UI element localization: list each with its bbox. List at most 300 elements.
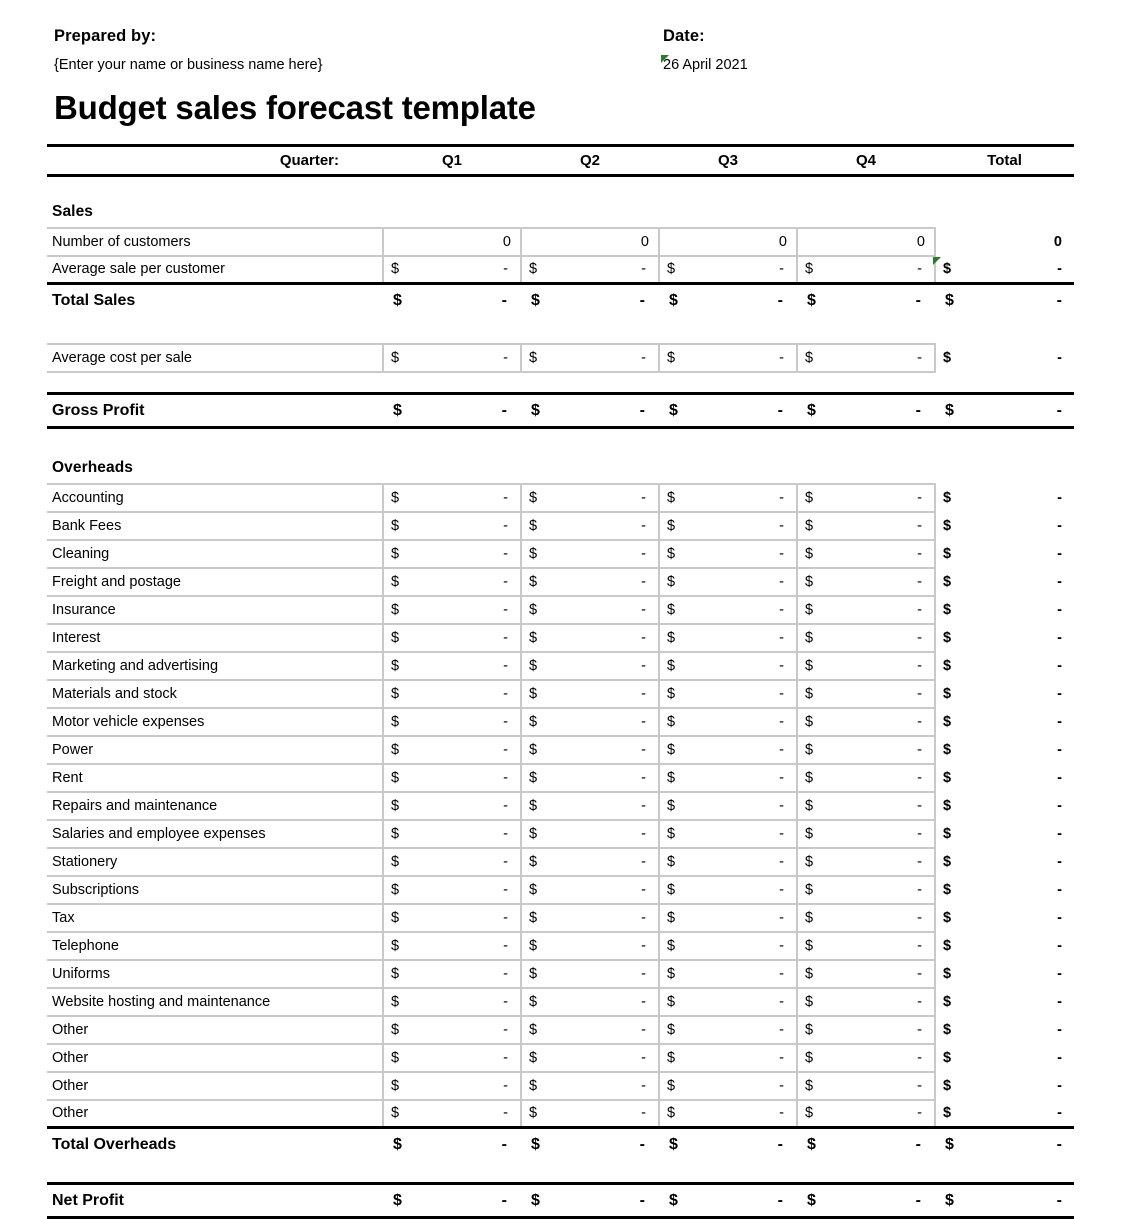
cell-net-profit-q2 xyxy=(521,1184,659,1218)
currency-symbol: $ xyxy=(391,1049,400,1066)
cell-value: - xyxy=(503,629,508,646)
cell-overhead-22-q2[interactable] xyxy=(521,1100,659,1128)
cell-overhead-7-q1[interactable] xyxy=(383,680,521,708)
currency-symbol: $ xyxy=(945,292,954,310)
row-label-overhead-17: Uniforms xyxy=(47,960,383,988)
currency-symbol: $ xyxy=(529,573,538,590)
cell-overhead-3-total[interactable] xyxy=(935,568,1074,596)
cell-overhead-21-q2[interactable] xyxy=(521,1072,659,1100)
cell-overhead-1-q3[interactable] xyxy=(659,512,797,540)
cell-overhead-18-q1[interactable] xyxy=(383,988,521,1016)
row-label-overhead-6: Marketing and advertising xyxy=(47,652,383,680)
cell-overhead-1-total[interactable] xyxy=(935,512,1074,540)
cell-overhead-18-total[interactable] xyxy=(935,988,1074,1016)
date-block xyxy=(663,26,748,75)
cell-value: - xyxy=(641,601,646,618)
cell-overhead-6-q1[interactable] xyxy=(383,652,521,680)
currency-symbol: $ xyxy=(943,1105,952,1122)
cell-sales-1-q1[interactable] xyxy=(383,256,521,284)
cell-overhead-15-q2[interactable] xyxy=(521,904,659,932)
currency-symbol: $ xyxy=(667,713,676,730)
prepared-by-label: Prepared by: xyxy=(54,27,157,45)
cell-overhead-4-total[interactable] xyxy=(935,596,1074,624)
cell-total-sales-q2 xyxy=(521,284,659,318)
currency-symbol: $ xyxy=(943,601,952,618)
cell-overhead-19-q3[interactable] xyxy=(659,1016,797,1044)
cell-overhead-8-q1[interactable] xyxy=(383,708,521,736)
cell-overhead-14-total[interactable] xyxy=(935,876,1074,904)
cell-value: - xyxy=(917,1021,922,1038)
cell-value: - xyxy=(641,741,646,758)
cell-overhead-9-total[interactable] xyxy=(935,736,1074,764)
cell-value: - xyxy=(917,937,922,954)
cell-value: - xyxy=(503,261,508,278)
summary-row xyxy=(47,284,1074,318)
cell-value: - xyxy=(915,292,921,310)
cell-overhead-1-q4[interactable] xyxy=(797,512,935,540)
currency-symbol: $ xyxy=(529,489,538,506)
cell-value: - xyxy=(641,965,646,982)
row-label-overhead-10: Rent xyxy=(47,764,383,792)
cell-value: - xyxy=(779,573,784,590)
cell-overhead-13-q4[interactable] xyxy=(797,848,935,876)
cell-value: - xyxy=(1057,489,1062,506)
cell-value: - xyxy=(917,993,922,1010)
row-label-sales-1: Average sale per customer xyxy=(47,256,383,284)
table-row xyxy=(47,960,1074,988)
cell-value: - xyxy=(779,261,784,278)
currency-symbol: $ xyxy=(667,797,676,814)
cell-overhead-7-total[interactable] xyxy=(935,680,1074,708)
currency-symbol: $ xyxy=(529,769,538,786)
cell-value: - xyxy=(917,1049,922,1066)
summary-row xyxy=(47,1128,1074,1162)
cell-overhead-16-q3[interactable] xyxy=(659,932,797,960)
currency-symbol: $ xyxy=(393,1191,402,1209)
currency-symbol: $ xyxy=(529,1049,538,1066)
row-label-overhead-12: Salaries and employee expenses xyxy=(47,820,383,848)
currency-symbol: $ xyxy=(943,517,952,534)
currency-symbol: $ xyxy=(805,685,814,702)
cell-overhead-12-q1[interactable] xyxy=(383,820,521,848)
row-label-overhead-14: Subscriptions xyxy=(47,876,383,904)
cell-value: - xyxy=(917,1077,922,1094)
cell-value: - xyxy=(1057,517,1062,534)
currency-symbol: $ xyxy=(805,1077,814,1094)
row-label-gross-profit: Gross Profit xyxy=(47,394,383,428)
cell-overhead-11-q3[interactable] xyxy=(659,792,797,820)
currency-symbol: $ xyxy=(391,261,400,278)
cell-overhead-17-total[interactable] xyxy=(935,960,1074,988)
cell-value: - xyxy=(503,937,508,954)
currency-symbol: $ xyxy=(805,881,814,898)
cell-overhead-9-q3[interactable] xyxy=(659,736,797,764)
cell-sales-0-q3[interactable] xyxy=(659,228,797,256)
cell-value: - xyxy=(503,713,508,730)
cell-overhead-12-q4[interactable] xyxy=(797,820,935,848)
currency-symbol: $ xyxy=(391,601,400,618)
currency-symbol: $ xyxy=(667,853,676,870)
cell-overhead-20-total[interactable] xyxy=(935,1044,1074,1072)
cell-sales-1-q3[interactable] xyxy=(659,256,797,284)
cell-value: - xyxy=(917,909,922,926)
currency-symbol: $ xyxy=(943,965,952,982)
cell-overhead-19-q1[interactable] xyxy=(383,1016,521,1044)
cell-overhead-4-q4[interactable] xyxy=(797,596,935,624)
cell-value: - xyxy=(639,1191,645,1209)
cell-value: - xyxy=(917,261,922,278)
cell-overhead-22-total[interactable] xyxy=(935,1100,1074,1128)
cell-cost-0-total[interactable] xyxy=(935,344,1074,372)
cell-overhead-17-q2[interactable] xyxy=(521,960,659,988)
cell-overhead-20-q3[interactable] xyxy=(659,1044,797,1072)
cell-value: - xyxy=(641,937,646,954)
cell-value: 0 xyxy=(778,233,787,250)
cell-value: - xyxy=(779,993,784,1010)
currency-symbol: $ xyxy=(805,1105,814,1122)
currency-symbol: $ xyxy=(391,909,400,926)
cell-overhead-16-total[interactable] xyxy=(935,932,1074,960)
cell-sales-0-q2[interactable] xyxy=(521,228,659,256)
cell-cost-0-q1[interactable] xyxy=(383,344,521,372)
cell-overhead-15-q3[interactable] xyxy=(659,904,797,932)
currency-symbol: $ xyxy=(667,545,676,562)
cell-overhead-10-q1[interactable] xyxy=(383,764,521,792)
currency-symbol: $ xyxy=(391,1077,400,1094)
currency-symbol: $ xyxy=(667,517,676,534)
cell-overhead-6-q3[interactable] xyxy=(659,652,797,680)
cell-overhead-9-q2[interactable] xyxy=(521,736,659,764)
currency-symbol: $ xyxy=(669,401,678,419)
cell-overhead-16-q2[interactable] xyxy=(521,932,659,960)
cell-total-overheads-q1 xyxy=(383,1128,521,1162)
cell-sales-1-q2[interactable] xyxy=(521,256,659,284)
currency-symbol: $ xyxy=(667,489,676,506)
cell-overhead-18-q2[interactable] xyxy=(521,988,659,1016)
cell-net-profit-q3 xyxy=(659,1184,797,1218)
currency-symbol: $ xyxy=(529,601,538,618)
cell-overhead-14-q1[interactable] xyxy=(383,876,521,904)
cell-overhead-2-q3[interactable] xyxy=(659,540,797,568)
cell-overhead-14-q4[interactable] xyxy=(797,876,935,904)
cell-value: - xyxy=(917,1105,922,1122)
cell-value: - xyxy=(917,853,922,870)
currency-symbol: $ xyxy=(529,1077,538,1094)
currency-symbol: $ xyxy=(391,797,400,814)
cell-overhead-2-q2[interactable] xyxy=(521,540,659,568)
cell-overhead-0-q1[interactable] xyxy=(383,484,521,512)
cell-cost-0-q3[interactable] xyxy=(659,344,797,372)
comment-marker-icon xyxy=(933,257,941,265)
cell-overhead-7-q3[interactable] xyxy=(659,680,797,708)
cell-value: - xyxy=(641,797,646,814)
cell-overhead-0-q4[interactable] xyxy=(797,484,935,512)
cell-overhead-15-total[interactable] xyxy=(935,904,1074,932)
cell-overhead-15-q4[interactable] xyxy=(797,904,935,932)
cell-overhead-6-q4[interactable] xyxy=(797,652,935,680)
cell-value: - xyxy=(779,797,784,814)
cell-value: - xyxy=(917,685,922,702)
row-label-overhead-7: Materials and stock xyxy=(47,680,383,708)
currency-symbol: $ xyxy=(391,853,400,870)
currency-symbol: $ xyxy=(529,685,538,702)
cell-cost-0-q2[interactable] xyxy=(521,344,659,372)
row-label-net-profit: Net Profit xyxy=(47,1184,383,1218)
currency-symbol: $ xyxy=(669,292,678,310)
cell-overhead-6-q2[interactable] xyxy=(521,652,659,680)
currency-symbol: $ xyxy=(529,937,538,954)
cell-value: - xyxy=(503,881,508,898)
cell-value: - xyxy=(639,292,645,310)
cell-overhead-0-q3[interactable] xyxy=(659,484,797,512)
cell-overhead-10-q4[interactable] xyxy=(797,764,935,792)
cell-overhead-16-q4[interactable] xyxy=(797,932,935,960)
cell-total-overheads-q4 xyxy=(797,1128,935,1162)
currency-symbol: $ xyxy=(529,1105,538,1122)
cell-overhead-11-q1[interactable] xyxy=(383,792,521,820)
row-label-sales-0: Number of customers xyxy=(47,228,383,256)
cell-overhead-10-q2[interactable] xyxy=(521,764,659,792)
prepared-by-value[interactable]: {Enter your name or business name here} xyxy=(54,57,323,73)
currency-symbol: $ xyxy=(391,685,400,702)
currency-symbol: $ xyxy=(529,965,538,982)
cell-sales-1-total[interactable] xyxy=(935,256,1074,284)
cell-value: - xyxy=(779,741,784,758)
cell-overhead-12-total[interactable] xyxy=(935,820,1074,848)
cell-overhead-14-q3[interactable] xyxy=(659,876,797,904)
cell-value: - xyxy=(1056,1136,1062,1154)
cell-overhead-21-total[interactable] xyxy=(935,1072,1074,1100)
cell-value: - xyxy=(779,1049,784,1066)
currency-symbol: $ xyxy=(391,937,400,954)
cell-value: - xyxy=(501,1191,507,1209)
cell-overhead-12-q3[interactable] xyxy=(659,820,797,848)
cell-overhead-13-q3[interactable] xyxy=(659,848,797,876)
currency-symbol: $ xyxy=(943,261,952,278)
cell-overhead-4-q1[interactable] xyxy=(383,596,521,624)
cell-value: - xyxy=(917,629,922,646)
spacer-cell xyxy=(47,1162,1074,1184)
cell-value: - xyxy=(779,1105,784,1122)
spacer-row xyxy=(47,1162,1074,1184)
cell-value: - xyxy=(917,349,922,366)
currency-symbol: $ xyxy=(529,713,538,730)
currency-symbol: $ xyxy=(391,489,400,506)
cell-value: - xyxy=(917,965,922,982)
table-row xyxy=(47,512,1074,540)
cell-value: - xyxy=(1057,825,1062,842)
cell-overhead-15-q1[interactable] xyxy=(383,904,521,932)
cell-overhead-20-q2[interactable] xyxy=(521,1044,659,1072)
cell-value: - xyxy=(503,853,508,870)
currency-symbol: $ xyxy=(943,349,952,366)
cell-overhead-10-total[interactable] xyxy=(935,764,1074,792)
cell-overhead-22-q4[interactable] xyxy=(797,1100,935,1128)
cell-value: - xyxy=(641,573,646,590)
currency-symbol: $ xyxy=(667,657,676,674)
cell-overhead-6-total[interactable] xyxy=(935,652,1074,680)
cell-overhead-20-q1[interactable] xyxy=(383,1044,521,1072)
cell-overhead-13-total[interactable] xyxy=(935,848,1074,876)
row-label-overhead-19: Other xyxy=(47,1016,383,1044)
cell-overhead-3-q1[interactable] xyxy=(383,568,521,596)
currency-symbol: $ xyxy=(529,517,538,534)
cell-overhead-8-q4[interactable] xyxy=(797,708,935,736)
cell-value: - xyxy=(641,853,646,870)
cell-value: - xyxy=(641,1105,646,1122)
currency-symbol: $ xyxy=(943,545,952,562)
cell-overhead-14-q2[interactable] xyxy=(521,876,659,904)
cell-overhead-21-q4[interactable] xyxy=(797,1072,935,1100)
cell-overhead-0-total[interactable] xyxy=(935,484,1074,512)
cell-overhead-11-q2[interactable] xyxy=(521,792,659,820)
column-header-q2: Q2 xyxy=(521,146,659,176)
cell-overhead-17-q3[interactable] xyxy=(659,960,797,988)
cell-value: - xyxy=(917,657,922,674)
cell-overhead-17-q1[interactable] xyxy=(383,960,521,988)
cell-overhead-22-q3[interactable] xyxy=(659,1100,797,1128)
cell-overhead-8-q2[interactable] xyxy=(521,708,659,736)
cell-overhead-11-q4[interactable] xyxy=(797,792,935,820)
cell-value: - xyxy=(641,629,646,646)
cell-value: - xyxy=(1056,401,1062,419)
cell-sales-0-total[interactable] xyxy=(935,228,1074,256)
date-value-cell[interactable] xyxy=(663,55,748,75)
cell-sales-0-q1[interactable] xyxy=(383,228,521,256)
cell-value: - xyxy=(503,741,508,758)
cell-overhead-17-q4[interactable] xyxy=(797,960,935,988)
cell-overhead-5-q1[interactable] xyxy=(383,624,521,652)
currency-symbol: $ xyxy=(943,853,952,870)
cell-overhead-3-q2[interactable] xyxy=(521,568,659,596)
cell-overhead-11-total[interactable] xyxy=(935,792,1074,820)
cell-overhead-13-q1[interactable] xyxy=(383,848,521,876)
cell-value: - xyxy=(779,853,784,870)
cell-value: - xyxy=(639,401,645,419)
table-header-row xyxy=(47,146,1074,176)
currency-symbol: $ xyxy=(667,1049,676,1066)
cell-overhead-1-q2[interactable] xyxy=(521,512,659,540)
cell-value: - xyxy=(641,489,646,506)
cell-value: - xyxy=(639,1136,645,1154)
table-row xyxy=(47,680,1074,708)
cell-value: - xyxy=(915,401,921,419)
cell-overhead-10-q3[interactable] xyxy=(659,764,797,792)
cell-overhead-0-q2[interactable] xyxy=(521,484,659,512)
currency-symbol: $ xyxy=(531,292,540,310)
cell-total-overheads-total xyxy=(935,1128,1074,1162)
cell-overhead-8-total[interactable] xyxy=(935,708,1074,736)
column-header-q4: Q4 xyxy=(797,146,935,176)
cell-value: 0 xyxy=(916,233,925,250)
cell-overhead-13-q2[interactable] xyxy=(521,848,659,876)
table-row xyxy=(47,708,1074,736)
currency-symbol: $ xyxy=(805,853,814,870)
cell-value: - xyxy=(779,1021,784,1038)
currency-symbol: $ xyxy=(805,517,814,534)
cell-sales-1-q4[interactable] xyxy=(797,256,935,284)
cell-overhead-16-q1[interactable] xyxy=(383,932,521,960)
cell-overhead-8-q3[interactable] xyxy=(659,708,797,736)
cell-overhead-7-q4[interactable] xyxy=(797,680,935,708)
currency-symbol: $ xyxy=(667,629,676,646)
currency-symbol: $ xyxy=(943,741,952,758)
section-heading: Sales xyxy=(52,203,94,220)
table-row xyxy=(47,736,1074,764)
cell-overhead-5-q3[interactable] xyxy=(659,624,797,652)
cell-overhead-12-q2[interactable] xyxy=(521,820,659,848)
currency-symbol: $ xyxy=(531,1191,540,1209)
currency-symbol: $ xyxy=(805,489,814,506)
currency-symbol: $ xyxy=(807,1191,816,1209)
cell-overhead-2-total[interactable] xyxy=(935,540,1074,568)
row-label-overhead-4: Insurance xyxy=(47,596,383,624)
currency-symbol: $ xyxy=(391,993,400,1010)
cell-overhead-2-q1[interactable] xyxy=(383,540,521,568)
currency-symbol: $ xyxy=(529,629,538,646)
cell-value: - xyxy=(501,292,507,310)
currency-symbol: $ xyxy=(391,965,400,982)
cell-value: - xyxy=(501,401,507,419)
spacer-row xyxy=(47,428,1074,454)
currency-symbol: $ xyxy=(529,909,538,926)
currency-symbol: $ xyxy=(529,349,538,366)
cell-overhead-5-q2[interactable] xyxy=(521,624,659,652)
cell-overhead-3-q4[interactable] xyxy=(797,568,935,596)
cell-overhead-19-q2[interactable] xyxy=(521,1016,659,1044)
cell-overhead-18-q4[interactable] xyxy=(797,988,935,1016)
cell-overhead-18-q3[interactable] xyxy=(659,988,797,1016)
cell-value: - xyxy=(1057,349,1062,366)
cell-overhead-4-q3[interactable] xyxy=(659,596,797,624)
cell-overhead-21-q1[interactable] xyxy=(383,1072,521,1100)
cell-overhead-19-total[interactable] xyxy=(935,1016,1074,1044)
cell-overhead-1-q1[interactable] xyxy=(383,512,521,540)
cell-cost-0-q4[interactable] xyxy=(797,344,935,372)
cell-overhead-22-q1[interactable] xyxy=(383,1100,521,1128)
table-row xyxy=(47,1044,1074,1072)
cell-overhead-4-q2[interactable] xyxy=(521,596,659,624)
currency-symbol: $ xyxy=(669,1136,678,1154)
cell-overhead-9-q1[interactable] xyxy=(383,736,521,764)
currency-symbol: $ xyxy=(669,1191,678,1209)
cell-overhead-20-q4[interactable] xyxy=(797,1044,935,1072)
cell-value: - xyxy=(503,349,508,366)
cell-overhead-7-q2[interactable] xyxy=(521,680,659,708)
cell-value: 0 xyxy=(502,233,511,250)
cell-overhead-21-q3[interactable] xyxy=(659,1072,797,1100)
cell-value: - xyxy=(503,965,508,982)
spacer-row xyxy=(47,176,1074,198)
table-row xyxy=(47,344,1074,372)
column-header-total: Total xyxy=(935,146,1074,176)
cell-value: - xyxy=(1057,853,1062,870)
currency-symbol: $ xyxy=(529,545,538,562)
currency-symbol: $ xyxy=(805,573,814,590)
cell-total-overheads-q2 xyxy=(521,1128,659,1162)
cell-net-profit-q4 xyxy=(797,1184,935,1218)
cell-overhead-9-q4[interactable] xyxy=(797,736,935,764)
cell-overhead-3-q3[interactable] xyxy=(659,568,797,596)
cell-value: - xyxy=(641,657,646,674)
cell-sales-0-q4[interactable] xyxy=(797,228,935,256)
cell-value: - xyxy=(503,517,508,534)
cell-overhead-2-q4[interactable] xyxy=(797,540,935,568)
cell-overhead-19-q4[interactable] xyxy=(797,1016,935,1044)
cell-overhead-5-q4[interactable] xyxy=(797,624,935,652)
currency-symbol: $ xyxy=(943,937,952,954)
cell-overhead-5-total[interactable] xyxy=(935,624,1074,652)
